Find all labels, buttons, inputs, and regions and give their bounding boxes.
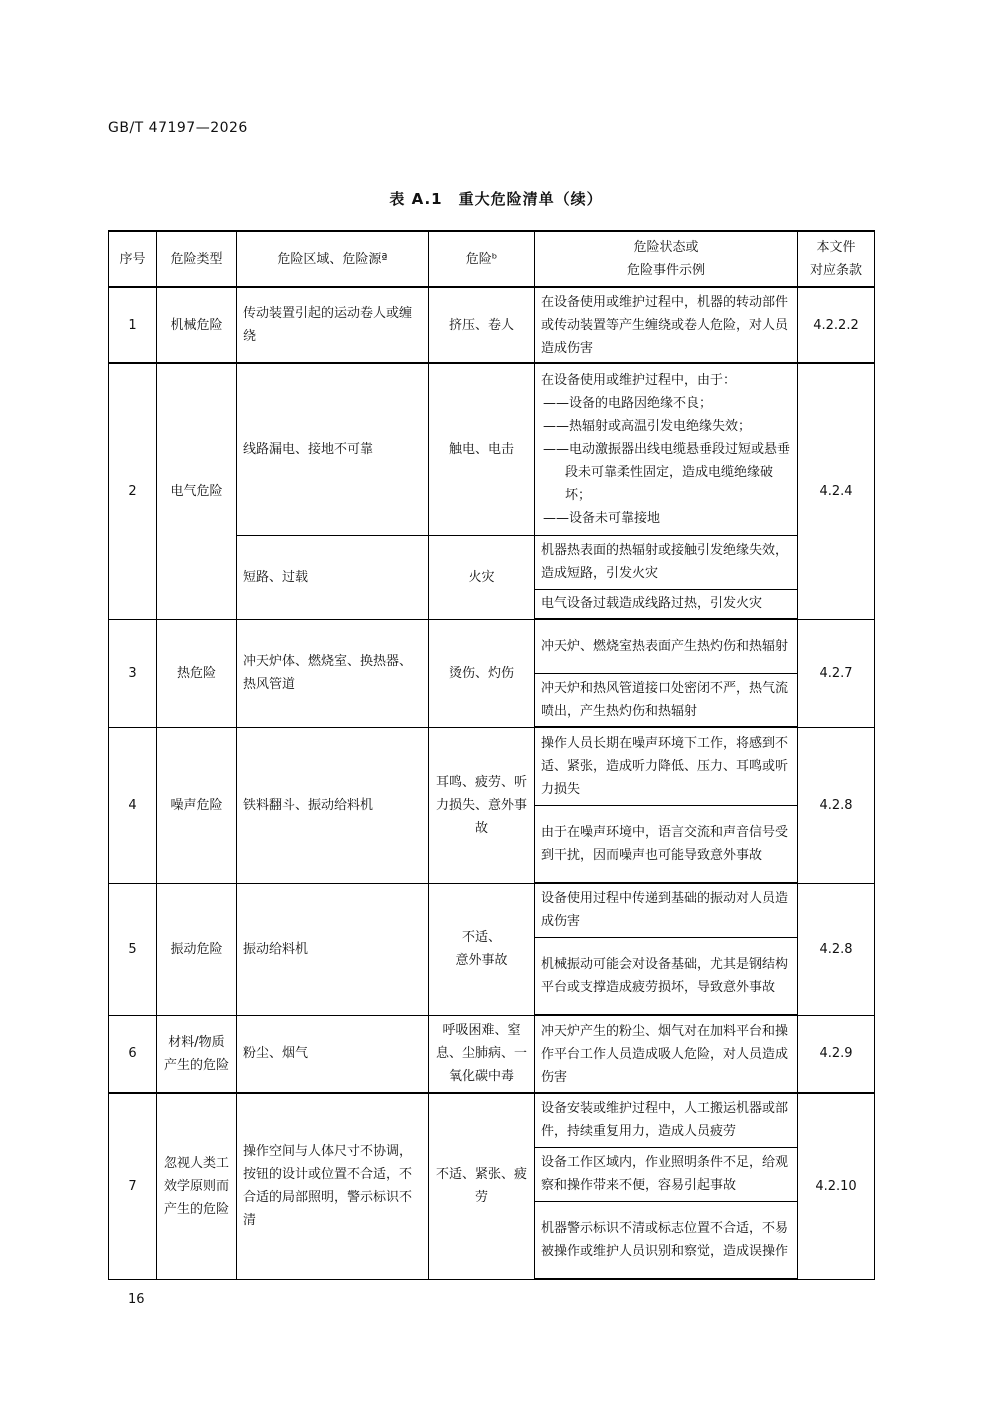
hazard-zone: 操作空间与人体尺寸不协调，按钮的设计或位置不合适，不合适的局部照明，警示标识不清 <box>237 1093 429 1279</box>
row-number: 5 <box>109 883 157 1015</box>
table-row <box>109 1015 875 1093</box>
clause-ref: 4.2.10 <box>798 1093 875 1279</box>
hazard-example <box>535 287 798 363</box>
hazard-example <box>535 727 798 805</box>
hazard-example <box>535 1093 798 1147</box>
clause-ref: 4.2.8 <box>798 883 875 1015</box>
table-row <box>109 1093 875 1147</box>
col-header-state <box>535 231 798 287</box>
table-row <box>109 287 875 363</box>
hazard-zone: 粉尘、烟气 <box>237 1015 429 1093</box>
example-text: 冲天炉、燃烧室热表面产生热灼伤和热辐射 <box>541 638 789 654</box>
col-header-clause-line1: 本文件 <box>816 240 856 255</box>
example-text: 电气设备过载造成线路过热，引发火灾 <box>541 596 763 612</box>
hazard-type: 噪声危险 <box>157 727 237 883</box>
row-number: 7 <box>109 1093 157 1279</box>
hazard: 耳鸣、疲劳、听力损失、意外事故 <box>429 727 535 883</box>
row-number: 6 <box>109 1015 157 1093</box>
row-number: 3 <box>109 619 157 727</box>
clause-ref: 4.2.4 <box>798 363 875 619</box>
hazard-table <box>108 230 875 1280</box>
example-text: 冲天炉和热风管道接口处密闭不严，热气流喷出，产生热灼伤和热辐射 <box>541 680 789 719</box>
hazard-example <box>535 883 798 937</box>
table-title: 表 A.1 重大危险清单（续） <box>389 190 603 208</box>
hazard-example <box>535 1147 798 1201</box>
example-list-item: ——电动激振器出线电缆悬垂段过短或悬垂段未可靠柔性固定，造成电缆绝缘破坏； <box>543 441 791 503</box>
hazard: 不适、 意外事故 <box>429 883 535 1015</box>
hazard-type: 机械危险 <box>157 287 237 363</box>
example-list-item: ——设备的电路因绝缘不良； <box>543 395 713 411</box>
hazard-zone: 振动给料机 <box>237 883 429 1015</box>
row-number: 1 <box>109 287 157 363</box>
hazard: 火灾 <box>429 535 535 619</box>
clause-ref: 4.2.2.2 <box>798 287 875 363</box>
example-text: 设备使用过程中传递到基础的振动对人员造成伤害 <box>541 891 789 930</box>
col-header-clause-line2: 对应条款 <box>809 263 862 278</box>
hazard-zone: 铁料翻斗、振动给料机 <box>237 727 429 883</box>
hazard-example <box>535 619 798 673</box>
hazard-example <box>535 1015 798 1093</box>
table-row <box>109 883 875 937</box>
hazard: 触电、电击 <box>429 363 535 535</box>
example-list-item: ——热辐射或高温引发电绝缘失效； <box>543 418 752 434</box>
clause-ref: 4.2.7 <box>798 619 875 727</box>
hazard-example <box>535 937 798 1015</box>
example-text: 机器热表面的热辐射或接触引发绝缘失效，造成短路，引发火灾 <box>541 543 789 581</box>
hazard-type: 忽视人类工效学原则而产生的危险 <box>157 1093 237 1279</box>
col-header-no: 序号 <box>109 231 157 287</box>
col-header-type: 危险类型 <box>157 231 237 287</box>
hazard: 不适、紧张、疲劳 <box>429 1093 535 1279</box>
hazard: 挤压、卷人 <box>429 287 535 363</box>
standard-code: GB/T 47197—2026 <box>108 120 248 136</box>
page-number: 16 <box>128 1292 145 1307</box>
hazard-example <box>535 805 798 883</box>
hazard: 呼吸困难、窒息、尘肺病、一氧化碳中毒 <box>429 1015 535 1093</box>
example-text: 机器警示标识不清或标志位置不合适，不易被操作或维护人员识别和察觉，造成误操作 <box>541 1220 789 1259</box>
hazard-example <box>535 535 798 589</box>
example-text: 机械振动可能会对设备基础，尤其是钢结构平台或支撑造成疲劳损坏，导致意外事故 <box>541 956 789 995</box>
row-number: 2 <box>109 363 157 619</box>
col-header-hazard: 危险ᵇ <box>429 231 535 287</box>
hazard-zone: 冲天炉体、燃烧室、换热器、热风管道 <box>237 619 429 727</box>
col-header-state-line1: 危险状态或 <box>633 240 699 255</box>
example-text: 设备安装或维护过程中，人工搬运机器或部件，持续重复用力，造成人员疲劳 <box>541 1101 789 1140</box>
example-text: 冲天炉产生的粉尘、烟气对在加料平台和操作平台工作人员造成吸人危险，对人员造成伤害 <box>541 1023 789 1085</box>
hazard-type: 振动危险 <box>157 883 237 1015</box>
hazard-type: 电气危险 <box>157 363 237 619</box>
table-row <box>109 363 875 535</box>
example-list-item: ——设备未可靠接地 <box>543 510 661 526</box>
table-header-row <box>109 231 875 287</box>
hazard-example <box>535 589 798 619</box>
hazard-zone: 线路漏电、接地不可靠 <box>237 363 429 535</box>
clause-ref: 4.2.8 <box>798 727 875 883</box>
hazard: 烫伤、灼伤 <box>429 619 535 727</box>
col-header-state-line2: 危险事件示例 <box>626 263 705 278</box>
hazard-example <box>535 1201 798 1279</box>
hazard-zone: 传动装置引起的运动卷人或缠绕 <box>237 287 429 363</box>
table-row <box>109 619 875 673</box>
col-header-zone: 危险区域、危险源ª <box>237 231 429 287</box>
example-text: 在设备使用或维护过程中，由于： <box>541 372 737 388</box>
table-row <box>109 727 875 805</box>
hazard-zone: 短路、过载 <box>237 535 429 619</box>
clause-ref: 4.2.9 <box>798 1015 875 1093</box>
row-number: 4 <box>109 727 157 883</box>
example-text: 在设备使用或维护过程中，机器的转动部件或传动装置等产生缠绕或卷人危险，对人员造成伤害 <box>541 294 789 356</box>
example-text: 设备工作区域内，作业照明条件不足，给观察和操作带来不便，容易引起事故 <box>541 1155 789 1193</box>
hazard-example <box>535 363 798 535</box>
example-text: 操作人员长期在噪声环境下工作，将感到不适、紧张，造成听力降低、压力、耳鸣或听力损失 <box>541 735 789 797</box>
example-text: 由于在噪声环境中，语言交流和声音信号受到干扰，因而噪声也可能导致意外事故 <box>541 824 789 863</box>
hazard-type: 材料/物质产生的危险 <box>157 1015 237 1093</box>
table-body <box>109 287 875 1279</box>
hazard-type: 热危险 <box>157 619 237 727</box>
hazard-example <box>535 673 798 727</box>
col-header-clause <box>798 231 875 287</box>
